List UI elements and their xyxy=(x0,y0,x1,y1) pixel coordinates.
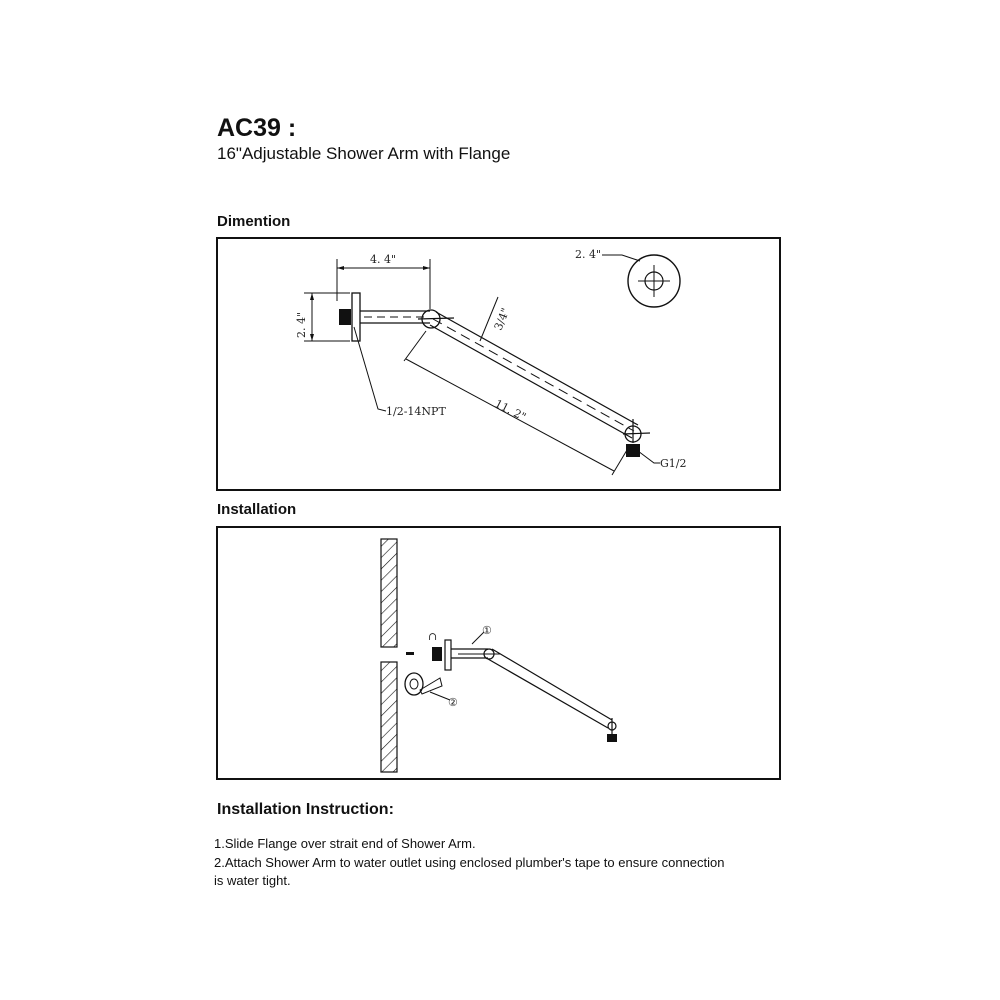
arm-diameter-dim: 3/4" xyxy=(491,306,513,333)
inlet-thread-block xyxy=(339,309,351,325)
flange-height-dim: 2. 4" xyxy=(295,311,308,338)
model-number: AC39 : xyxy=(217,114,297,142)
arrow-mark: ∩ xyxy=(428,630,438,643)
installation-drawing xyxy=(218,528,779,778)
wall-upper xyxy=(381,539,397,647)
arm-length-dim: 11. 2" xyxy=(492,397,528,424)
instruction-section-label: Installation Instruction: xyxy=(217,801,394,818)
flange-to-joint-dim: 4. 4" xyxy=(370,253,397,266)
product-title: 16"Adjustable Shower Arm with Flange xyxy=(217,144,511,163)
installation-diagram xyxy=(216,526,781,780)
install-arm xyxy=(492,649,612,720)
dimension-drawing xyxy=(218,239,779,489)
instruction-step-1: 1.Slide Flange over strait end of Shower Arm. xyxy=(214,836,476,851)
outlet-thread-label: G1/2 xyxy=(660,457,687,470)
callout-two: ② xyxy=(448,696,458,709)
angled-arm xyxy=(436,312,638,425)
callout-one: ① xyxy=(482,624,492,637)
outlet-thread-block xyxy=(626,444,640,457)
dimension-section-label: Dimention xyxy=(217,213,291,230)
inlet-thread-label: 1/2-14NPT xyxy=(386,405,446,418)
install-flange xyxy=(445,640,451,670)
dimension-diagram xyxy=(216,237,781,491)
wall-lower xyxy=(381,662,397,772)
flange-diameter-dim: 2. 4" xyxy=(575,248,602,261)
instruction-step-2: 2.Attach Shower Arm to water outlet using enclosed plumber's tape to ensure connection is water tight. xyxy=(214,855,725,888)
installation-section-label: Installation xyxy=(217,501,297,518)
